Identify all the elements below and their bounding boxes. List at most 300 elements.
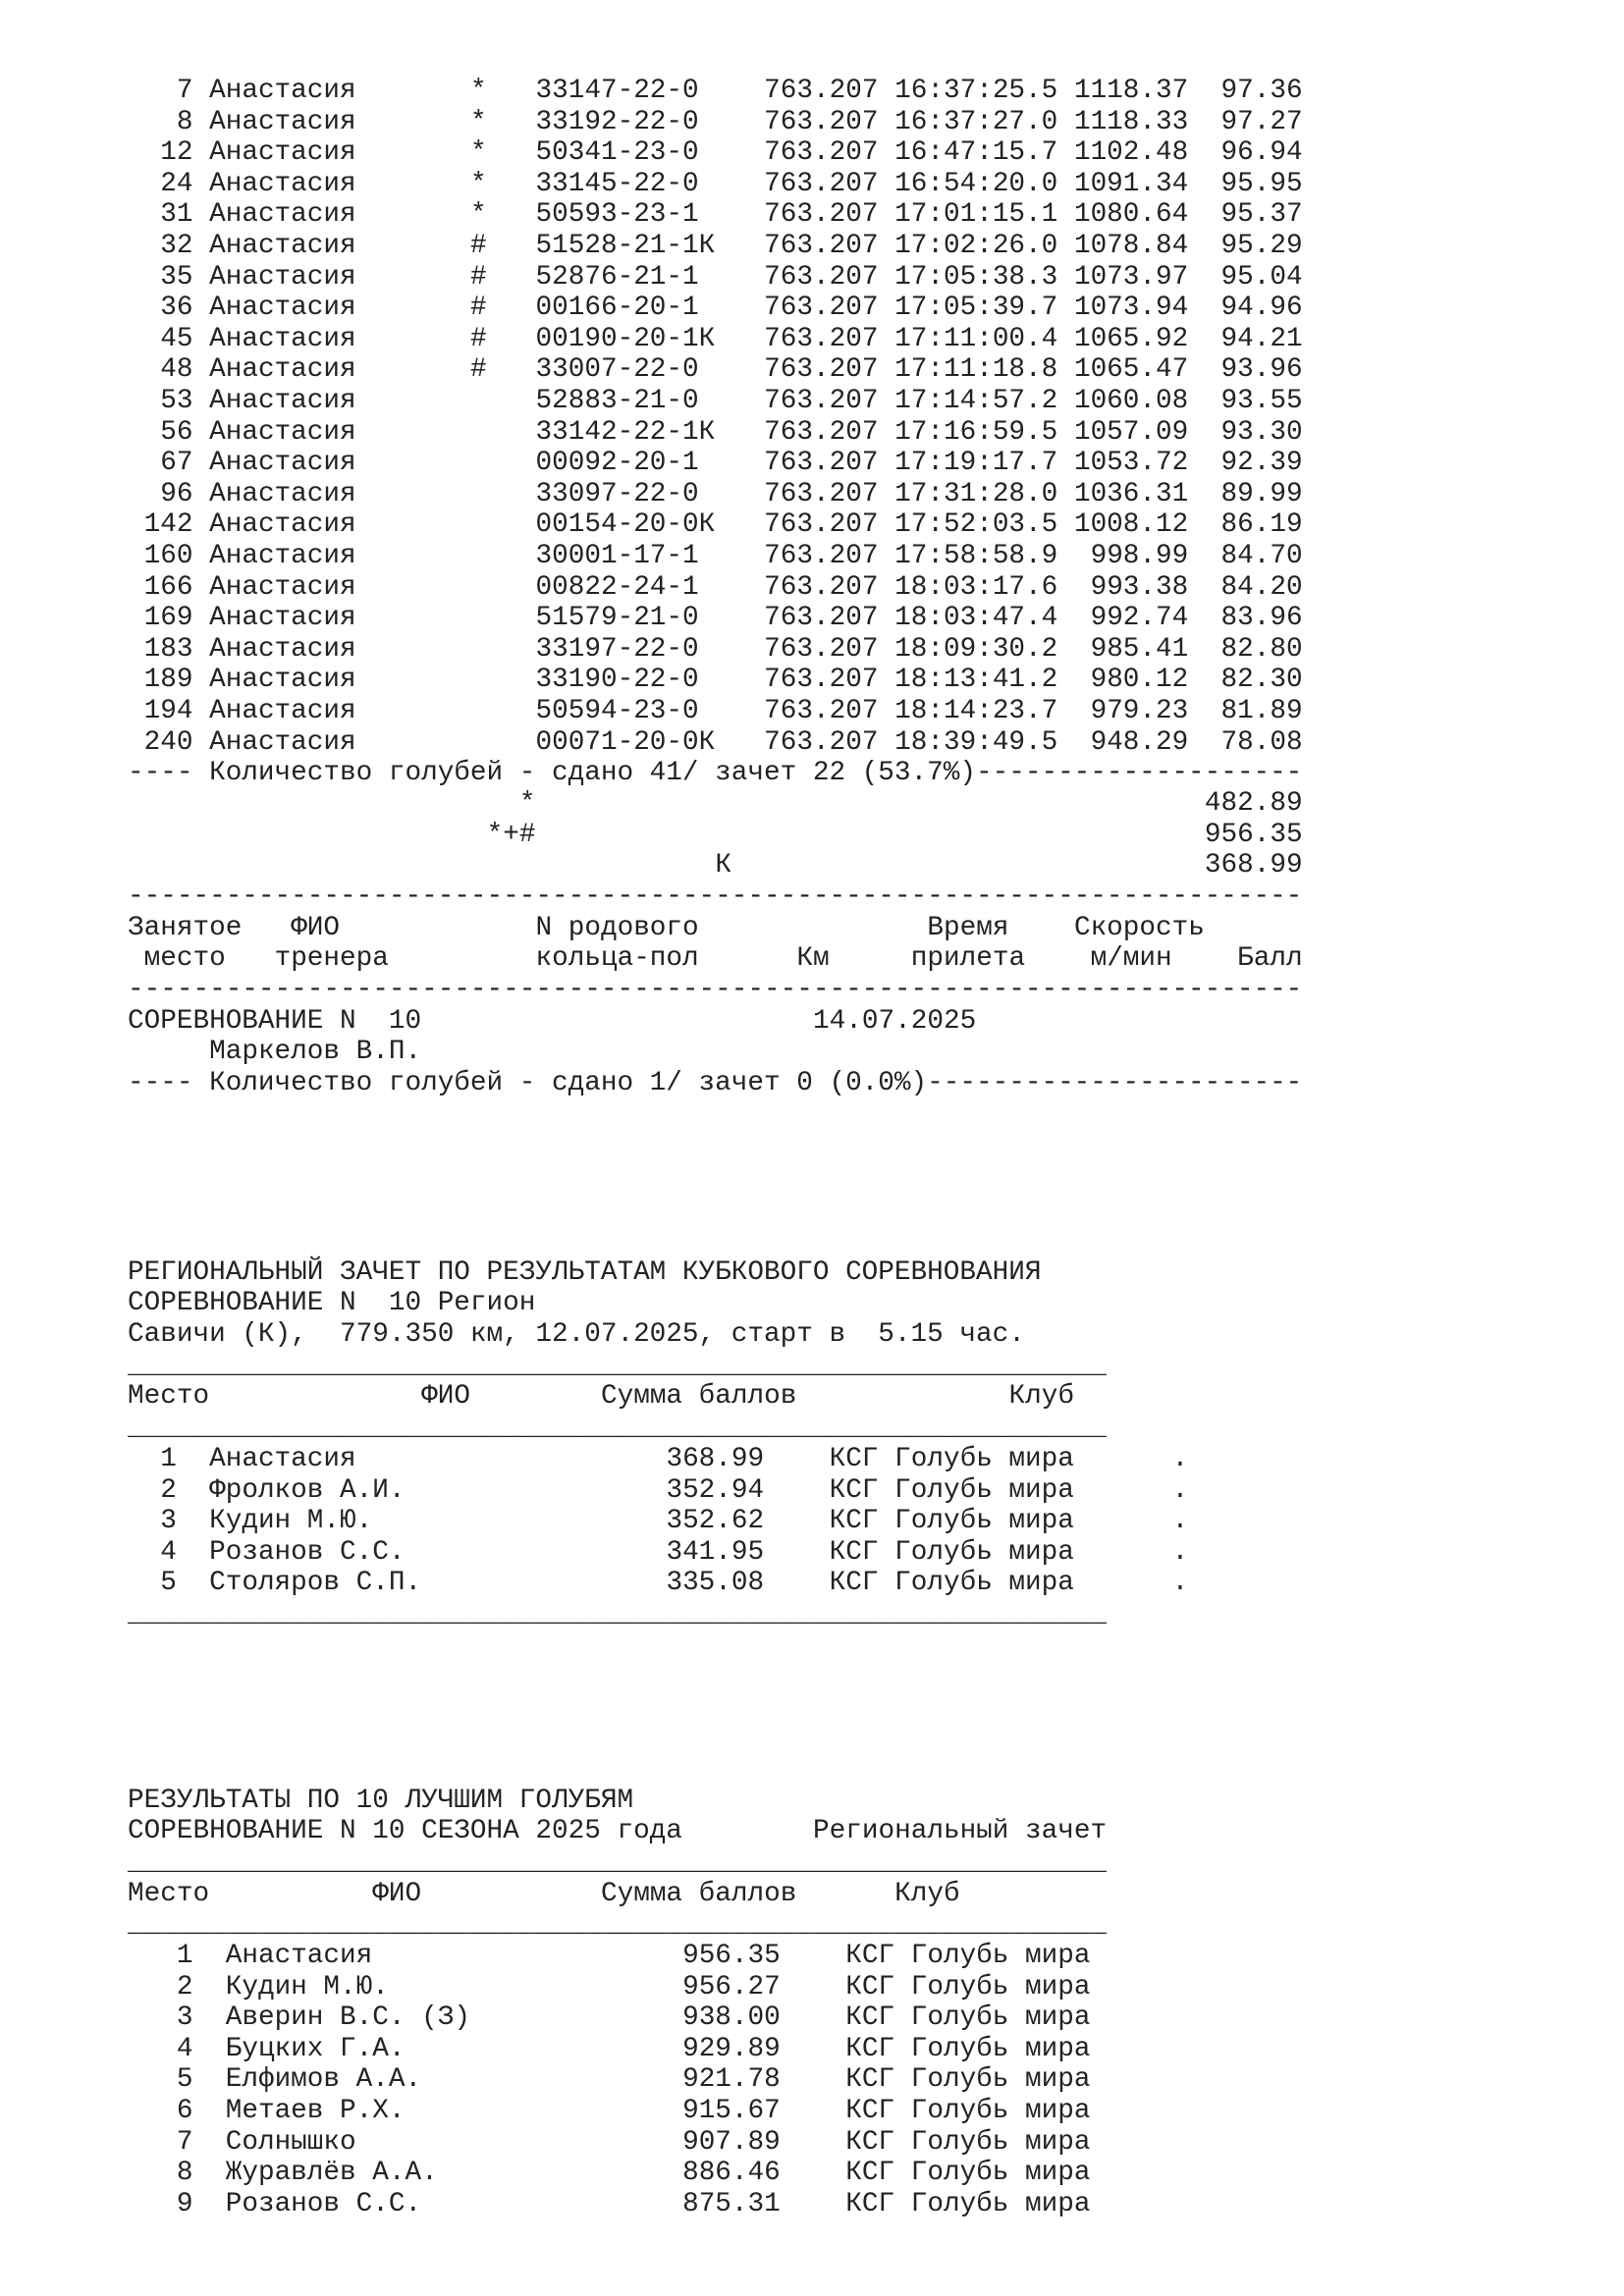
table-row bbox=[128, 231, 1306, 262]
points-cell: 95.29 bbox=[1220, 231, 1303, 261]
points-cell: 89.99 bbox=[1220, 478, 1303, 509]
place-cell: 4 bbox=[160, 1536, 177, 1568]
sum-cell: 938.00 bbox=[682, 2002, 781, 2034]
ring-cell: 33147-22-0 bbox=[535, 76, 699, 106]
regional-title: РЕГИОНАЛЬНЫЙ ЗАЧЕТ ПО РЕЗУЛЬТАТАМ КУБКОВОГО СОРЕВНОВАНИЯ bbox=[128, 1257, 1042, 1288]
mark-cell: # bbox=[470, 293, 487, 324]
table-row bbox=[128, 541, 1306, 572]
points-cell: 84.20 bbox=[1220, 571, 1303, 603]
regional-rule-mid: ____________________________________________________________ bbox=[128, 1413, 1107, 1443]
speed-cell: 1057.09 bbox=[1073, 416, 1189, 448]
ring-cell: 33145-22-0 bbox=[535, 168, 699, 199]
time-cell: 17:19:17.7 bbox=[894, 448, 1058, 479]
ring-cell: 33197-22-0 bbox=[535, 633, 699, 665]
table-row bbox=[128, 727, 1306, 759]
table-row bbox=[128, 2034, 1306, 2065]
place-cell: 2 bbox=[160, 1474, 177, 1506]
table-row bbox=[128, 199, 1306, 231]
sum-cell: 956.35 bbox=[682, 1941, 781, 1971]
time-cell: 18:13:41.2 bbox=[894, 665, 1058, 696]
table-row bbox=[128, 572, 1306, 604]
club-cell: КСГ Голубь мира bbox=[845, 1971, 1091, 2002]
table-row bbox=[128, 1941, 1306, 1972]
mark-cell: # bbox=[470, 354, 487, 386]
table-row bbox=[128, 1972, 1306, 2003]
top10-scope: Региональный зачет bbox=[813, 1816, 1108, 1846]
points-cell: 97.36 bbox=[1220, 76, 1303, 106]
trainer-cell: Анастасия bbox=[209, 106, 356, 137]
speed-cell: 1060.08 bbox=[1073, 386, 1189, 416]
speed-cell: 985.41 bbox=[1090, 633, 1189, 665]
trainer-cell: Анастасия bbox=[209, 293, 356, 324]
place-cell: 169 bbox=[143, 603, 193, 634]
name-cell: Фролков А.И. bbox=[209, 1474, 406, 1506]
table-row bbox=[128, 386, 1306, 417]
club-cell: КСГ Голубь мира bbox=[845, 2033, 1091, 2064]
dot-cell: . bbox=[1171, 1536, 1189, 1568]
time-cell: 16:37:25.5 bbox=[894, 76, 1058, 106]
club-cell: КСГ Голубь мира bbox=[829, 1568, 1074, 1599]
table-row bbox=[128, 603, 1306, 634]
name-cell: Метаев Р.Х. bbox=[225, 2096, 406, 2126]
table-header-line-2 bbox=[128, 943, 1306, 975]
trainer-cell: Анастасия bbox=[209, 231, 356, 261]
km-cell: 763.207 bbox=[764, 571, 879, 603]
time-cell: 18:03:47.4 bbox=[894, 603, 1058, 634]
speed-cell: 1065.47 bbox=[1073, 354, 1189, 386]
time-cell: 18:09:30.2 bbox=[894, 633, 1058, 665]
km-cell: 763.207 bbox=[764, 633, 879, 665]
column-header: Клуб bbox=[1008, 1381, 1074, 1412]
trainer-cell: Анастасия bbox=[209, 168, 356, 199]
separator-top: ------------------------------------------------------------------------ bbox=[128, 881, 1303, 912]
time-cell: 18:14:23.7 bbox=[894, 696, 1058, 726]
km-cell: 763.207 bbox=[764, 509, 879, 541]
subtotal-value: 482.89 bbox=[1204, 788, 1303, 819]
table-row bbox=[128, 169, 1306, 200]
top10-subtitle: СОРЕВНОВАНИЕ N 10 СЕЗОНА 2025 года bbox=[128, 1816, 682, 1846]
points-cell: 93.30 bbox=[1220, 416, 1303, 448]
ring-cell: 33142-22-1К bbox=[535, 416, 716, 448]
table-row bbox=[128, 2002, 1306, 2034]
column-header: Км bbox=[796, 943, 830, 974]
table-row bbox=[128, 696, 1306, 727]
table-row bbox=[128, 293, 1306, 324]
column-header: прилета bbox=[910, 943, 1026, 974]
sum-cell: 886.46 bbox=[682, 2158, 781, 2189]
column-header: ФИО bbox=[372, 1879, 422, 1909]
place-cell: 160 bbox=[143, 541, 193, 571]
points-cell: 83.96 bbox=[1220, 603, 1303, 634]
ring-cell: 50341-23-0 bbox=[535, 137, 699, 169]
place-cell: 194 bbox=[143, 696, 193, 726]
name-cell: Розанов С.С. bbox=[225, 2188, 422, 2219]
points-cell: 95.37 bbox=[1220, 199, 1303, 231]
points-cell: 94.96 bbox=[1220, 293, 1303, 324]
club-cell: КСГ Голубь мира bbox=[845, 2188, 1091, 2219]
top10-subtitle-line bbox=[128, 1816, 1306, 1847]
name-cell: Елфимов А.А. bbox=[225, 2064, 422, 2096]
place-cell: 2 bbox=[176, 1971, 193, 2002]
table-row bbox=[128, 448, 1306, 479]
ring-cell: 30001-17-1 bbox=[535, 541, 699, 571]
table-row bbox=[128, 479, 1306, 510]
name-cell: Солнышко bbox=[225, 2126, 356, 2158]
place-cell: 166 bbox=[143, 571, 193, 603]
club-cell: КСГ Голубь мира bbox=[845, 2096, 1091, 2126]
time-cell: 17:01:15.1 bbox=[894, 199, 1058, 231]
column-header: ФИО bbox=[291, 913, 341, 943]
separator-bottom: ------------------------------------------------------------------------ bbox=[128, 975, 1303, 1005]
ring-cell: 52876-21-1 bbox=[535, 261, 699, 293]
sum-cell: 352.62 bbox=[666, 1506, 765, 1537]
dot-cell: . bbox=[1171, 1444, 1189, 1474]
ring-cell: 00092-20-1 bbox=[535, 448, 699, 479]
subtotal-label: К bbox=[715, 850, 731, 881]
sum-cell: 335.08 bbox=[666, 1568, 765, 1599]
km-cell: 763.207 bbox=[764, 448, 879, 479]
place-cell: 96 bbox=[160, 478, 193, 509]
top10-rule-mid: ____________________________________________________________ bbox=[128, 1909, 1107, 1940]
sum-cell: 875.31 bbox=[682, 2188, 781, 2219]
ring-cell: 33097-22-0 bbox=[535, 478, 699, 509]
km-cell: 763.207 bbox=[764, 478, 879, 509]
speed-cell: 948.29 bbox=[1090, 726, 1189, 758]
club-cell: КСГ Голубь мира bbox=[829, 1444, 1074, 1474]
points-cell: 84.70 bbox=[1220, 541, 1303, 571]
km-cell: 763.207 bbox=[764, 76, 879, 106]
place-cell: 183 bbox=[143, 633, 193, 665]
speed-cell: 1053.72 bbox=[1073, 448, 1189, 479]
time-cell: 17:05:39.7 bbox=[894, 293, 1058, 324]
points-cell: 78.08 bbox=[1220, 726, 1303, 758]
time-cell: 16:47:15.7 bbox=[894, 137, 1058, 169]
name-cell: Аверин В.С. (З) bbox=[225, 2002, 470, 2034]
place-cell: 7 bbox=[176, 2126, 193, 2158]
place-cell: 7 bbox=[176, 76, 193, 106]
regional-rule-top: ____________________________________________________________ bbox=[128, 1351, 1107, 1381]
place-cell: 24 bbox=[160, 168, 193, 199]
column-header: ФИО bbox=[421, 1381, 471, 1412]
trainer-name: Маркелов В.П. bbox=[209, 1037, 422, 1067]
sum-cell: 915.67 bbox=[682, 2096, 781, 2126]
speed-cell: 1118.33 bbox=[1073, 106, 1189, 137]
column-header: Время bbox=[927, 913, 1009, 943]
regional-rule-bottom: ____________________________________________________________ bbox=[128, 1599, 1107, 1629]
place-cell: 31 bbox=[160, 199, 193, 231]
column-header: место bbox=[143, 943, 226, 974]
table-row bbox=[128, 262, 1306, 294]
subtotal-row bbox=[128, 820, 1306, 851]
place-cell: 5 bbox=[160, 1568, 177, 1599]
trainer-cell: Анастасия bbox=[209, 416, 356, 448]
speed-cell: 1080.64 bbox=[1073, 199, 1189, 231]
column-header: Занятое bbox=[128, 913, 243, 943]
speed-cell: 1008.12 bbox=[1073, 509, 1189, 541]
points-cell: 95.04 bbox=[1220, 261, 1303, 293]
column-header: Сумма баллов bbox=[600, 1879, 797, 1909]
trainer-cell: Анастасия bbox=[209, 603, 356, 634]
ring-cell: 00822-24-1 bbox=[535, 571, 699, 603]
sum-cell: 921.78 bbox=[682, 2064, 781, 2096]
place-cell: 36 bbox=[160, 293, 193, 324]
subtotal-value: 956.35 bbox=[1204, 819, 1303, 850]
name-cell: Столяров С.П. bbox=[209, 1568, 422, 1599]
mark-cell: * bbox=[470, 76, 487, 106]
club-cell: КСГ Голубь мира bbox=[845, 2064, 1091, 2096]
sum-cell: 341.95 bbox=[666, 1536, 765, 1568]
table-row bbox=[128, 2064, 1306, 2096]
table-row bbox=[128, 665, 1306, 696]
ring-cell: 33190-22-0 bbox=[535, 665, 699, 696]
club-cell: КСГ Голубь мира bbox=[845, 2126, 1091, 2158]
competition-title: СОРЕВНОВАНИЕ N 10 bbox=[128, 1006, 422, 1037]
mark-cell: # bbox=[470, 261, 487, 293]
time-cell: 17:16:59.5 bbox=[894, 416, 1058, 448]
trainer-cell: Анастасия bbox=[209, 541, 356, 571]
top10-rule-top: ____________________________________________________________ bbox=[128, 1847, 1107, 1878]
km-cell: 763.207 bbox=[764, 199, 879, 231]
table-row bbox=[128, 2158, 1306, 2189]
club-cell: КСГ Голубь мира bbox=[829, 1474, 1074, 1506]
subtotal-label: *+# bbox=[486, 819, 536, 850]
points-cell: 95.95 bbox=[1220, 168, 1303, 199]
speed-cell: 992.74 bbox=[1090, 603, 1189, 634]
place-cell: 5 bbox=[176, 2064, 193, 2096]
trainer-cell: Анастасия bbox=[209, 354, 356, 386]
place-cell: 32 bbox=[160, 231, 193, 261]
time-cell: 17:11:00.4 bbox=[894, 323, 1058, 354]
time-cell: 17:05:38.3 bbox=[894, 261, 1058, 293]
speed-cell: 1073.94 bbox=[1073, 293, 1189, 324]
place-cell: 45 bbox=[160, 323, 193, 354]
km-cell: 763.207 bbox=[764, 354, 879, 386]
km-cell: 763.207 bbox=[764, 665, 879, 696]
table-row bbox=[128, 1506, 1306, 1537]
column-header: м/мин bbox=[1090, 943, 1172, 974]
mark-cell: * bbox=[470, 168, 487, 199]
regional-info: Савичи (К), 779.350 км, 12.07.2025, старт в 5.15 час. bbox=[128, 1319, 1025, 1350]
ring-cell: 33007-22-0 bbox=[535, 354, 699, 386]
mark-cell: # bbox=[470, 323, 487, 354]
club-cell: КСГ Голубь мира bbox=[829, 1506, 1074, 1537]
column-header: Скорость bbox=[1073, 913, 1205, 943]
place-cell: 67 bbox=[160, 448, 193, 479]
dot-cell: . bbox=[1171, 1568, 1189, 1599]
table-row bbox=[128, 2127, 1306, 2159]
top10-table-header bbox=[128, 1879, 1306, 1910]
place-cell: 35 bbox=[160, 261, 193, 293]
sum-cell: 352.94 bbox=[666, 1474, 765, 1506]
time-cell: 17:31:28.0 bbox=[894, 478, 1058, 509]
regional-subtitle: СОРЕВНОВАНИЕ N 10 Регион bbox=[128, 1288, 536, 1318]
table-row bbox=[128, 2189, 1306, 2220]
ring-cell: 00190-20-1К bbox=[535, 323, 716, 354]
speed-cell: 1065.92 bbox=[1073, 323, 1189, 354]
km-cell: 763.207 bbox=[764, 137, 879, 169]
name-cell: Анастасия bbox=[209, 1444, 356, 1474]
speed-cell: 993.38 bbox=[1090, 571, 1189, 603]
mark-cell: # bbox=[470, 231, 487, 261]
place-cell: 4 bbox=[176, 2033, 193, 2064]
km-cell: 763.207 bbox=[764, 386, 879, 416]
trainer-cell: Анастасия bbox=[209, 386, 356, 416]
place-cell: 53 bbox=[160, 386, 193, 416]
time-cell: 17:52:03.5 bbox=[894, 509, 1058, 541]
km-cell: 763.207 bbox=[764, 603, 879, 634]
trainer-cell: Анастасия bbox=[209, 199, 356, 231]
top10-title: РЕЗУЛЬТАТЫ ПО 10 ЛУЧШИМ ГОЛУБЯМ bbox=[128, 1786, 634, 1816]
km-cell: 763.207 bbox=[764, 293, 879, 324]
km-cell: 763.207 bbox=[764, 541, 879, 571]
place-cell: 3 bbox=[160, 1506, 177, 1537]
trainer-cell: Анастасия bbox=[209, 509, 356, 541]
trainer-cell: Анастасия bbox=[209, 696, 356, 726]
time-cell: 16:54:20.0 bbox=[894, 168, 1058, 199]
ring-cell: 51528-21-1К bbox=[535, 231, 716, 261]
table-row bbox=[128, 634, 1306, 666]
table-row bbox=[128, 417, 1306, 449]
place-cell: 142 bbox=[143, 509, 193, 541]
place-cell: 8 bbox=[176, 2158, 193, 2189]
speed-cell: 1118.37 bbox=[1073, 76, 1189, 106]
club-cell: КСГ Голубь мира bbox=[845, 2002, 1091, 2034]
table-row bbox=[128, 137, 1306, 169]
mark-cell: * bbox=[470, 199, 487, 231]
ring-cell: 51579-21-0 bbox=[535, 603, 699, 634]
place-cell: 240 bbox=[143, 726, 193, 758]
ring-cell: 00154-20-0К bbox=[535, 509, 716, 541]
place-cell: 1 bbox=[176, 1941, 193, 1971]
sum-cell: 956.27 bbox=[682, 1971, 781, 2002]
dot-cell: . bbox=[1171, 1506, 1189, 1537]
trainer-cell: Анастасия bbox=[209, 478, 356, 509]
speed-cell: 1102.48 bbox=[1073, 137, 1189, 169]
speed-cell: 1091.34 bbox=[1073, 168, 1189, 199]
mark-cell: * bbox=[470, 106, 487, 137]
place-cell: 189 bbox=[143, 665, 193, 696]
regional-table-header bbox=[128, 1381, 1306, 1413]
speed-cell: 980.12 bbox=[1090, 665, 1189, 696]
table-header-line-1 bbox=[128, 913, 1306, 944]
time-cell: 17:11:18.8 bbox=[894, 354, 1058, 386]
points-cell: 97.27 bbox=[1220, 106, 1303, 137]
km-cell: 763.207 bbox=[764, 696, 879, 726]
club-cell: КСГ Голубь мира bbox=[845, 2158, 1091, 2189]
mark-cell: * bbox=[470, 137, 487, 169]
trainer-cell: Анастасия bbox=[209, 261, 356, 293]
column-header: тренера bbox=[274, 943, 389, 974]
points-cell: 81.89 bbox=[1220, 696, 1303, 726]
trainer-cell: Анастасия bbox=[209, 665, 356, 696]
table-row bbox=[128, 1444, 1306, 1475]
speed-cell: 979.23 bbox=[1090, 696, 1189, 726]
place-cell: 48 bbox=[160, 354, 193, 386]
trainer-cell: Анастасия bbox=[209, 323, 356, 354]
club-cell: КСГ Голубь мира bbox=[845, 1941, 1091, 1971]
subtotal-value: 368.99 bbox=[1204, 850, 1303, 881]
table-row bbox=[128, 1475, 1306, 1507]
time-cell: 16:37:27.0 bbox=[894, 106, 1058, 137]
name-cell: Розанов С.С. bbox=[209, 1536, 406, 1568]
trainer-cell: Анастасия bbox=[209, 76, 356, 106]
ring-cell: 00166-20-1 bbox=[535, 293, 699, 324]
points-cell: 93.96 bbox=[1220, 354, 1303, 386]
points-cell: 82.80 bbox=[1220, 633, 1303, 665]
trainer-cell: Анастасия bbox=[209, 571, 356, 603]
table-row bbox=[128, 509, 1306, 541]
km-cell: 763.207 bbox=[764, 261, 879, 293]
subtotal-label: * bbox=[518, 788, 536, 819]
time-cell: 18:03:17.6 bbox=[894, 571, 1058, 603]
name-cell: Журавлёв А.А. bbox=[225, 2158, 438, 2189]
km-cell: 763.207 bbox=[764, 106, 879, 137]
name-cell: Буцких Г.А. bbox=[225, 2033, 406, 2064]
club-cell: КСГ Голубь мира bbox=[829, 1536, 1074, 1568]
table-row bbox=[128, 76, 1306, 107]
sum-cell: 368.99 bbox=[666, 1444, 765, 1474]
km-cell: 763.207 bbox=[764, 323, 879, 354]
competition-date: 14.07.2025 bbox=[813, 1006, 977, 1037]
speed-cell: 1036.31 bbox=[1073, 478, 1189, 509]
time-cell: 18:39:49.5 bbox=[894, 726, 1058, 758]
competition-heading bbox=[128, 1006, 1306, 1038]
ring-cell: 00071-20-0К bbox=[535, 726, 716, 758]
dot-cell: . bbox=[1171, 1474, 1189, 1506]
column-header: Сумма баллов bbox=[600, 1381, 797, 1412]
time-cell: 17:14:57.2 bbox=[894, 386, 1058, 416]
name-cell: Кудин М.Ю. bbox=[209, 1506, 373, 1537]
trainer-cell: Анастасия bbox=[209, 633, 356, 665]
km-cell: 763.207 bbox=[764, 168, 879, 199]
place-cell: 8 bbox=[176, 106, 193, 137]
sum-cell: 929.89 bbox=[682, 2033, 781, 2064]
column-header: Клуб bbox=[894, 1879, 960, 1909]
place-cell: 56 bbox=[160, 416, 193, 448]
points-cell: 92.39 bbox=[1220, 448, 1303, 479]
place-cell: 9 bbox=[176, 2188, 193, 2219]
table-row bbox=[128, 1537, 1306, 1569]
points-cell: 96.94 bbox=[1220, 137, 1303, 169]
points-cell: 82.30 bbox=[1220, 665, 1303, 696]
km-cell: 763.207 bbox=[764, 231, 879, 261]
ring-cell: 50594-23-0 bbox=[535, 696, 699, 726]
ring-cell: 33192-22-0 bbox=[535, 106, 699, 137]
table-row bbox=[128, 354, 1306, 386]
place-cell: 3 bbox=[176, 2002, 193, 2034]
trainer-cell: Анастасия bbox=[209, 726, 356, 758]
count-summary-line-2: ---- Количество голубей - сдано 1/ зачет 0 (0.0%)----------------------- bbox=[128, 1068, 1303, 1098]
subtotal-row bbox=[128, 850, 1306, 881]
sum-cell: 907.89 bbox=[682, 2126, 781, 2158]
points-cell: 93.55 bbox=[1220, 386, 1303, 416]
km-cell: 763.207 bbox=[764, 726, 879, 758]
table-row bbox=[128, 2096, 1306, 2127]
place-cell: 1 bbox=[160, 1444, 177, 1474]
points-cell: 94.21 bbox=[1220, 323, 1303, 354]
time-cell: 17:02:26.0 bbox=[894, 231, 1058, 261]
place-cell: 12 bbox=[160, 137, 193, 169]
column-header: кольца-пол bbox=[535, 943, 699, 974]
ring-cell: 50593-23-1 bbox=[535, 199, 699, 231]
km-cell: 763.207 bbox=[764, 416, 879, 448]
column-header: Место bbox=[128, 1381, 210, 1412]
name-cell: Кудин М.Ю. bbox=[225, 1971, 389, 2002]
points-cell: 86.19 bbox=[1220, 509, 1303, 541]
column-header: N родового bbox=[535, 913, 699, 943]
trainer-cell: Анастасия bbox=[209, 448, 356, 479]
place-cell: 6 bbox=[176, 2096, 193, 2126]
